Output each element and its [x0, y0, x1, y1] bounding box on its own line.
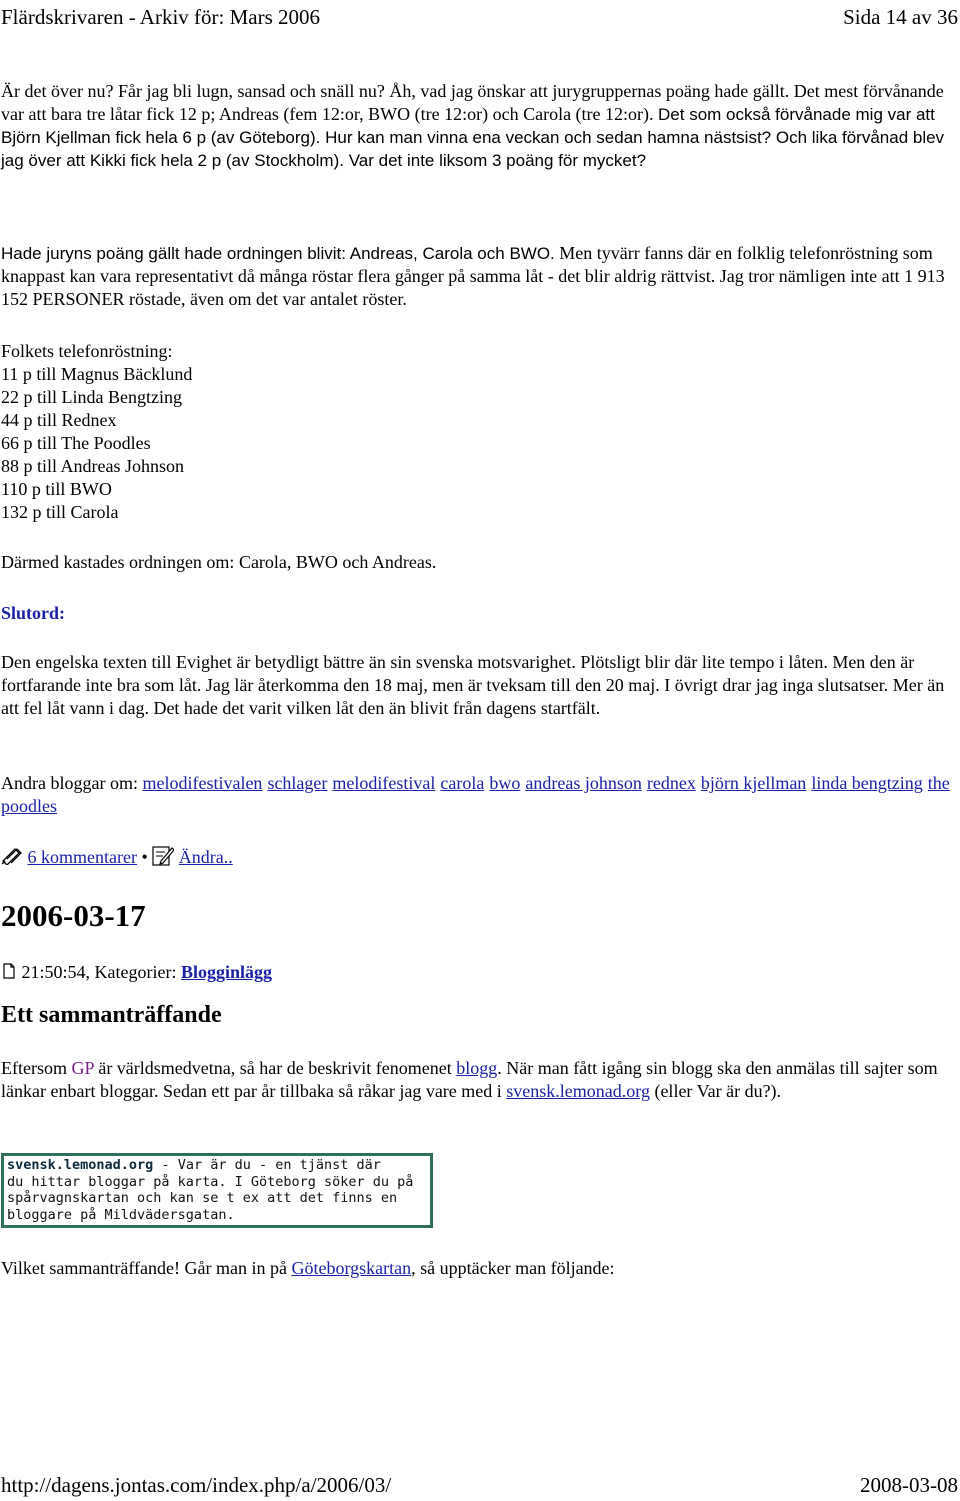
paragraph-text: . När man fått igång sin blogg ska den anmälas till sajter som länkar enbart bloggar. Sedan ett par år tillbaka så råkar jag vare med i [1, 1058, 938, 1101]
permalink-icon[interactable] [1, 962, 17, 985]
comments-icon[interactable] [1, 845, 23, 872]
tags-line [1, 772, 953, 818]
footer-date: 2008-03-08 [860, 1473, 958, 1497]
post-paragraph-intro [1, 80, 953, 172]
vote-item: 22 p till Linda Bengtzing [1, 387, 182, 407]
gp-link[interactable]: GP [71, 1058, 94, 1078]
post-title: Ett sammanträffande [1, 1002, 222, 1028]
post-time: 21:50:54, Kategorier: [21, 962, 181, 982]
paragraph-text-sans: Det som också förvånade mig var att Björn Kjellman fick hela 6 p (av Göteborg). Hur kan man vinna ena veckan och sedan hamna nästsist? Och lika förvånad blev jag över att Kikki fick hela 2 p (av Stockholm). Var det inte liksom 3 poäng för mycket? [1, 105, 945, 170]
paragraph-text: Eftersom [1, 1058, 72, 1078]
page-header [0, 0, 960, 34]
slutord-heading: Slutord: [1, 603, 66, 623]
page-number: Sida 14 av 36 [843, 5, 958, 29]
lemonad-link[interactable]: svensk.lemonad.org [506, 1081, 650, 1101]
paragraph-text-sans: Hade juryns poäng gällt hade ordningen blivit: Andreas, Carola och BWO. [1, 244, 555, 263]
tag-link[interactable]: carola [440, 773, 485, 793]
votes-list [1, 340, 953, 524]
conclusion-text: Därmed kastades ordningen om: Carola, BWO och Andreas. [1, 552, 437, 572]
footer-url: http://dagens.jontas.com/index.php/a/2006/03/ [1, 1473, 392, 1497]
banner-brand: svensk.lemonad.org [7, 1157, 154, 1173]
tag-link[interactable]: andreas johnson [525, 773, 642, 793]
blogg-link[interactable]: blogg [456, 1058, 498, 1078]
post-meta [1, 961, 953, 985]
banner-text: spårvagnskartan och kan se t ex att det finns en [7, 1190, 398, 1206]
category-link[interactable]: Blogginlägg [180, 962, 272, 982]
tag-link[interactable]: melodifestival [332, 773, 436, 793]
paragraph-text: , så upptäcker man följande: [411, 1258, 615, 1278]
comments-link[interactable]: 6 kommentarer [27, 847, 137, 867]
goteborgskartan-link[interactable]: Göteborgskartan [291, 1258, 412, 1278]
paragraph-text: (eller Var är du?). [649, 1081, 782, 1101]
edit-link[interactable]: Ändra.. [178, 847, 233, 867]
votes-heading: Folkets telefonröstning: [1, 341, 173, 361]
banner-text: du hittar bloggar på karta. I Göteborg söker du på [7, 1173, 414, 1190]
post-date: 2006-03-17 [1, 898, 146, 933]
post-paragraph [1, 1257, 953, 1280]
separator-bullet: • [141, 847, 148, 867]
post-paragraph-jury [1, 242, 953, 311]
post-paragraph [1, 1057, 953, 1103]
tag-link[interactable]: björn kjellman [700, 773, 807, 793]
document-title: Flärdskrivaren - Arkiv för: Mars 2006 [1, 5, 321, 29]
vote-item: 110 p till BWO [1, 479, 112, 499]
vote-item: 132 p till Carola [1, 502, 119, 522]
vote-item: 66 p till The Poodles [1, 433, 151, 453]
paragraph-text: är världsmedvetna, så har de beskrivit fenomenet [93, 1058, 457, 1078]
paragraph-text: Vilket sammanträffande! Går man in på [1, 1258, 292, 1278]
vote-item: 44 p till Rednex [1, 410, 117, 430]
tag-link[interactable]: bwo [489, 773, 521, 793]
tag-link[interactable]: the poodles [1, 773, 950, 816]
edit-icon[interactable] [152, 844, 174, 873]
lemonad-banner-image [1, 1153, 433, 1228]
tag-link[interactable]: linda bengtzing [811, 773, 923, 793]
page-footer [0, 1470, 960, 1500]
banner-text: bloggare på Mildvädersgatan. [7, 1206, 235, 1223]
post-actions [1, 844, 953, 873]
tags-label: Andra bloggar om: [1, 773, 143, 793]
paragraph-text: Är det över nu? Får jag bli lugn, sansad och snäll nu? Åh, vad jag önskar att jurygruppernas poäng hade gällt. Det mest förvånande var att bara tre låtar fick 12 p; Andreas (fem 12:or, BWO (tre 12:or) och Carola (tre 12:or). [1, 81, 944, 124]
post-paragraph-final: Den engelska texten till Evighet är betydligt bättre än sin svenska motsvarighet. Plötsligt blir där lite tempo i låten. Men den är fortfarande inte bra som låt. Jag lär återkomma den 18 maj, men är tveksam till den 20 maj. I övrigt drar jag inga slutsatser. Mer än att fel låt vann i dag. Det hade det varit vilken låt den än blivit från dagens startfält. [1, 652, 945, 718]
vote-item: 88 p till Andreas Johnson [1, 456, 184, 476]
tag-link[interactable]: melodifestivalen [142, 773, 263, 793]
tag-link[interactable]: schlager [267, 773, 328, 793]
vote-item: 11 p till Magnus Bäcklund [1, 364, 193, 384]
banner-text: - Var är du - en tjänst där [153, 1157, 381, 1173]
tag-link[interactable]: rednex [646, 773, 696, 793]
paragraph-text: Men tyvärr fanns där en folklig telefonröstning som knappast kan vara representativt då många röstar flera gånger på samma låt - det blir aldrig rättvist. Jag tror nämligen inte att 1 913 152 PERSONER röstade, även om det var antalet röster. [1, 243, 945, 309]
